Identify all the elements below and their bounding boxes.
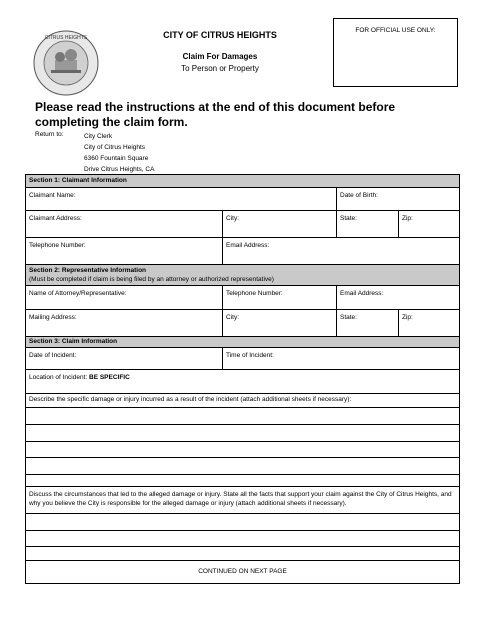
representative-name-field[interactable] (26, 286, 222, 309)
claimant-telephone-field[interactable] (26, 238, 222, 264)
header-title: CITY OF CITRUS HEIGHTS (163, 30, 277, 40)
section3-header (26, 337, 459, 348)
mailing-zip-field[interactable] (398, 310, 459, 336)
zip-label: Zip: (402, 215, 413, 222)
section3-title: Section 3: Claim Information (29, 338, 118, 345)
telephone-label: Telephone Number: (226, 290, 283, 297)
city-label: City: (226, 314, 239, 321)
describe-line[interactable] (26, 475, 459, 487)
section1-header (26, 175, 459, 188)
claimant-address-field[interactable] (26, 211, 222, 237)
representative-email-field[interactable] (336, 286, 459, 309)
email-label: Email Address: (340, 290, 384, 297)
section2-header (26, 265, 459, 286)
discuss-circumstances-label: Discuss the circumstances that led to the alleged damage or injury. State all the facts that support your claim against the City of Citrus Heights, and why you believe the City is responsible for the alleged damage or injury (attach additional sheets if necessary). (29, 491, 452, 507)
claimant-zip-field[interactable] (398, 211, 459, 237)
instructions-heading: Please read the instructions at the end of this document before completing the claim form. (35, 100, 396, 129)
return-address-line: City of Citrus Heights (84, 144, 146, 151)
discuss-circumstances-row (26, 487, 459, 514)
header-subtitle-2: To Person or Property (181, 64, 259, 73)
date-of-birth-field[interactable] (336, 188, 459, 210)
claimant-phone-row (26, 238, 459, 265)
claim-form (25, 174, 460, 584)
claimant-name-row (26, 188, 459, 211)
representative-row (26, 286, 459, 310)
describe-damage-label: Describe the specific damage or injury incurred as a result of the incident (attach additional sheets if necessary): (29, 396, 352, 403)
state-label: State: (340, 314, 357, 321)
representative-name-label: Name of Attorney/Representative: (29, 290, 127, 297)
date-of-incident-label: Date of Incident: (29, 352, 77, 359)
continued-note: CONTINUED ON NEXT PAGE (198, 568, 287, 575)
location-label (29, 374, 130, 381)
claimant-name-label: Claimant Name: (29, 192, 76, 199)
section2-subtitle: (Must be completed if claim is being filed by an attorney or authorized representative) (29, 276, 274, 283)
return-address-line: Drive Citrus Heights, CA (84, 166, 155, 173)
claimant-name-field[interactable] (26, 188, 336, 210)
return-to-address (84, 131, 154, 175)
mailing-address-label: Mailing Address: (29, 314, 77, 321)
mailing-address-field[interactable] (26, 310, 222, 336)
official-use-box (333, 18, 458, 87)
city-seal (33, 30, 99, 96)
city-label: City: (226, 215, 239, 222)
state-label: State: (340, 215, 357, 222)
discuss-line[interactable] (26, 547, 459, 561)
time-of-incident-field[interactable] (222, 348, 459, 369)
section1-title: Section 1: Claimant Information (29, 177, 127, 184)
claimant-city-field[interactable] (222, 211, 336, 237)
mailing-state-field[interactable] (336, 310, 398, 336)
mailing-address-row (26, 310, 459, 337)
describe-line[interactable] (26, 442, 459, 458)
mailing-city-field[interactable] (222, 310, 336, 336)
incident-datetime-row (26, 348, 459, 370)
describe-line[interactable] (26, 425, 459, 442)
return-to-label: Return to: (35, 131, 64, 138)
zip-label: Zip: (402, 314, 413, 321)
date-of-incident-field[interactable] (26, 348, 222, 369)
location-emphasis: BE SPECIFIC (89, 374, 130, 381)
discuss-line[interactable] (26, 531, 459, 547)
svg-text:CITRUS HEIGHTS: CITRUS HEIGHTS (44, 35, 88, 41)
email-label: Email Address: (226, 242, 270, 249)
claimant-address-label: Claimant Address: (29, 215, 82, 222)
return-address-line: City Clerk (84, 133, 113, 140)
claimant-state-field[interactable] (336, 211, 398, 237)
discuss-line[interactable] (26, 514, 459, 531)
claimant-address-row (26, 211, 459, 238)
section2-title: Section 2: Representative Information (29, 267, 147, 274)
describe-line[interactable] (26, 458, 459, 475)
return-address-line: 6360 Fountain Square (84, 155, 149, 162)
describe-damage-row (26, 394, 459, 408)
location-label-text: Location of Incident: (29, 374, 88, 381)
header-subtitle: Claim For Damages (182, 52, 258, 61)
describe-line[interactable] (26, 408, 459, 425)
time-of-incident-label: Time of Incident: (226, 352, 274, 359)
date-of-birth-label: Date of Birth: (340, 192, 378, 199)
official-use-label: FOR OFFICIAL USE ONLY: (355, 27, 436, 34)
telephone-label: Telephone Number: (29, 242, 86, 249)
incident-location-row[interactable] (26, 370, 459, 394)
claimant-email-field[interactable] (222, 238, 459, 264)
representative-telephone-field[interactable] (222, 286, 336, 309)
